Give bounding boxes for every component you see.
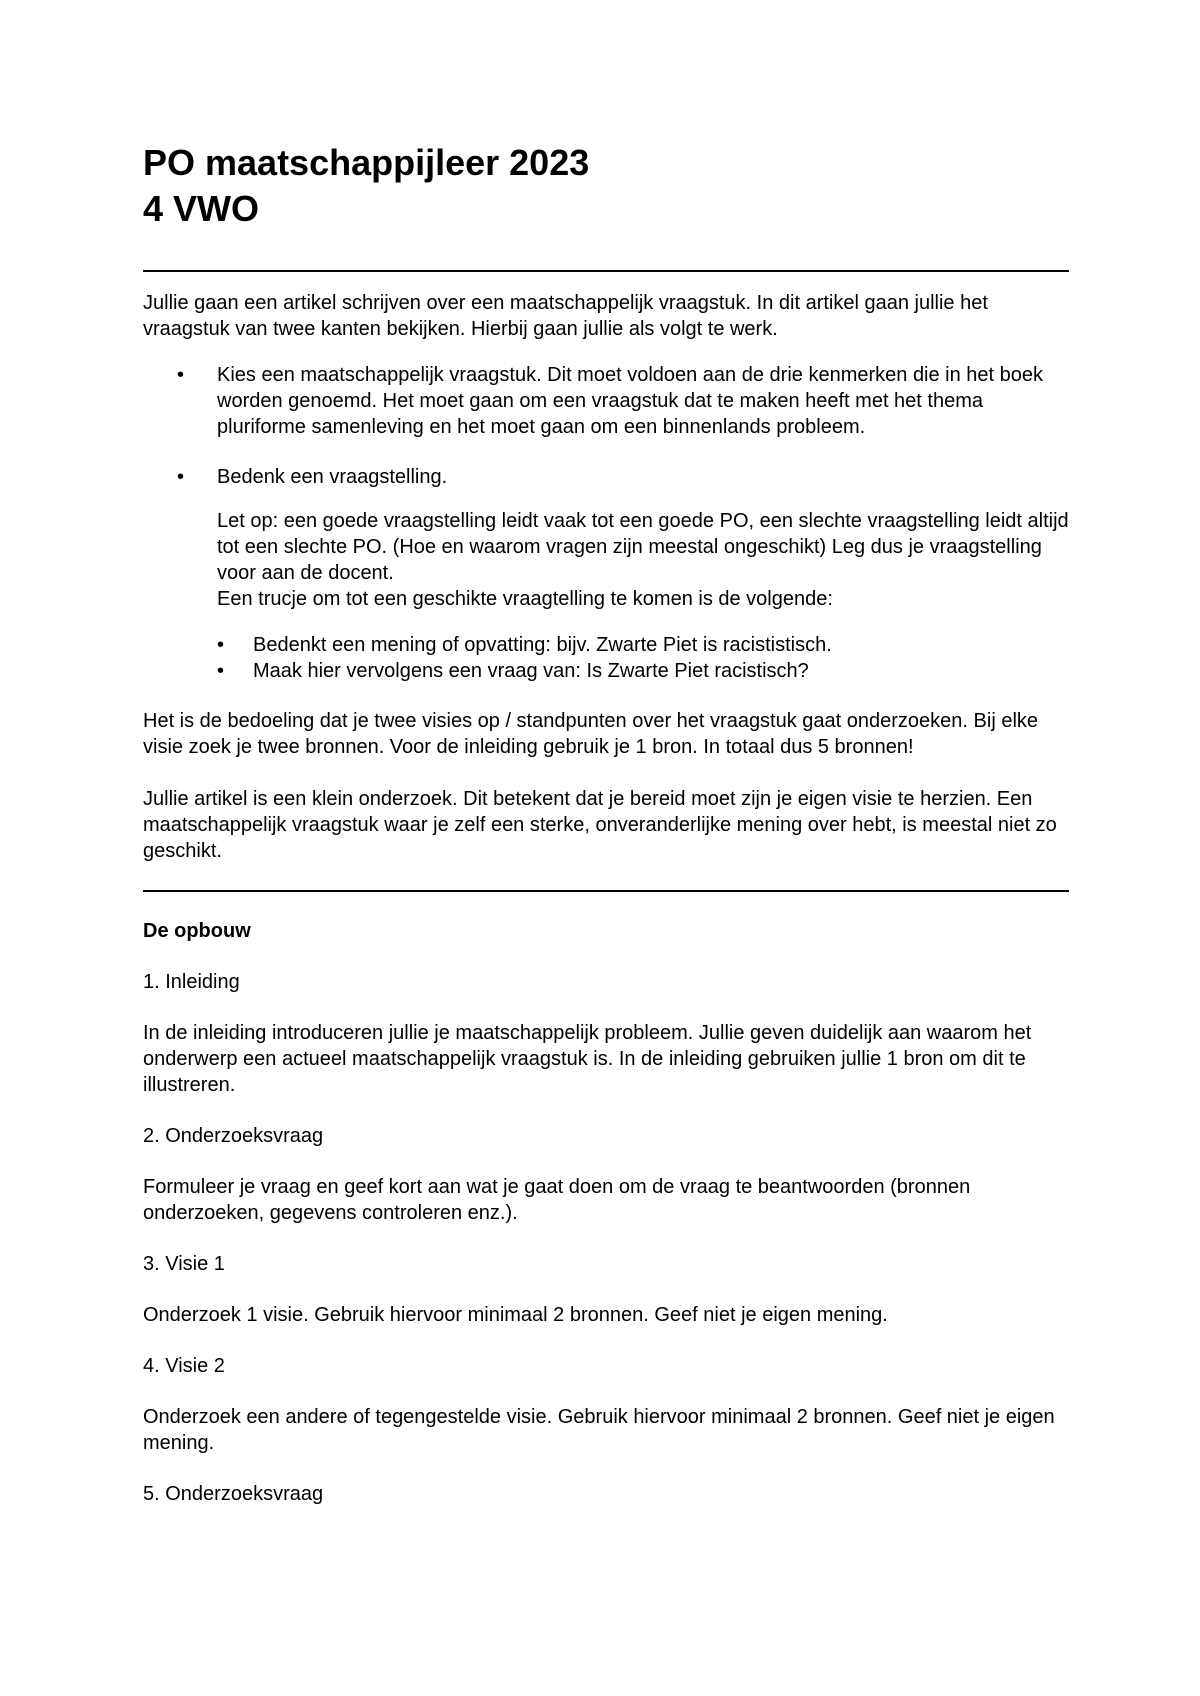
section-3-title: 3. Visie 1 (143, 1253, 225, 1275)
sub-list-item-text: Maak hier vervolgens een vraag van: Is Zwarte Piet racistisch? (253, 660, 809, 682)
note-trick-text: Een trucje om tot een geschikte vraagtelling te komen is de volgende: (217, 588, 833, 610)
aim-paragraph: Het is de bedoeling dat je twee visies op / standpunten over het vraagstuk gaat onderzoeken. Bij elke visie zoek je twee bronnen. Voor de inleiding gebruik je 1 bron. In totaal dus 5 bronnen! (143, 710, 1039, 758)
intro-paragraph: Jullie gaan een artikel schrijven over een maatschappelijk vraagstuk. In dit artikel gaan jullie het vraagstuk van twee kanten bekijken. Hierbij gaan jullie als volgt te werk. (143, 292, 988, 340)
section-1-title: 1. Inleiding (143, 971, 240, 993)
divider (143, 890, 1069, 892)
section-3-body: Onderzoek 1 visie. Gebruik hiervoor minimaal 2 bronnen. Geef niet je eigen mening. (143, 1304, 888, 1326)
sub-list-item (217, 658, 1069, 684)
note-paragraph (217, 508, 1069, 612)
instruction-list (143, 362, 1069, 684)
sub-list-item-text: Bedenkt een mening of opvatting: bijv. Zwarte Piet is racististisch. (253, 634, 832, 656)
bullet-icon: • (177, 466, 185, 488)
section-4-body: Onderzoek een andere of tegengestelde visie. Gebruik hiervoor minimaal 2 bronnen. Geef niet je eigen mening. (143, 1406, 1055, 1454)
sub-list (217, 632, 1069, 684)
note-text: Let op: een goede vraagstelling leidt vaak tot een goede PO, een slechte vraagstelling leidt altijd tot een slechte PO. (Hoe en waarom vragen zijn meestal ongeschikt) Leg dus je vraagstelling voor aan de docent. (217, 510, 1069, 584)
bullet-icon: • (217, 660, 225, 682)
list-item-text: Bedenk een vraagstelling. (217, 466, 448, 488)
list-item-text: Kies een maatschappelijk vraagstuk. Dit moet voldoen aan de drie kenmerken die in het boek worden genoemd. Het moet gaan om een vraagstuk dat te maken heeft met het thema pluriforme samenleving en het moet gaan om een binnenlands probleem. (217, 364, 1044, 438)
section-2-body: Formuleer je vraag en geef kort aan wat je gaat doen om de vraag te beantwoorden (bronnen onderzoeken, gegevens controleren enz.). (143, 1176, 971, 1224)
title-line-2: 4 VWO (143, 188, 260, 229)
divider (143, 270, 1069, 272)
section-4-title: 4. Visie 2 (143, 1355, 225, 1377)
bullet-icon: • (217, 634, 225, 656)
title-line-1: PO maatschappijleer 2023 (143, 142, 590, 183)
bullet-icon: • (177, 364, 185, 386)
document-title (143, 140, 1069, 232)
list-item (143, 362, 1069, 440)
sub-list-item (217, 632, 1069, 658)
research-paragraph: Jullie artikel is een klein onderzoek. Dit betekent dat je bereid moet zijn je eigen visie te herzien. Een maatschappelijk vraagstuk waar je zelf een sterke, onveranderlijke mening over hebt, is meestal niet zo geschikt. (143, 788, 1057, 862)
section-5-title: 5. Onderzoeksvraag (143, 1483, 324, 1505)
section-1-body: In de inleiding introduceren jullie je maatschappelijk probleem. Jullie geven duidelijk aan waarom het onderwerp een actueel maatschappelijk vraagstuk is. In de inleiding gebruiken jullie 1 bron om dit te illustreren. (143, 1022, 1032, 1096)
section-2-title: 2. Onderzoeksvraag (143, 1125, 324, 1147)
section-heading: De opbouw (143, 920, 251, 942)
document-page (143, 140, 1069, 1507)
list-item (143, 464, 1069, 684)
